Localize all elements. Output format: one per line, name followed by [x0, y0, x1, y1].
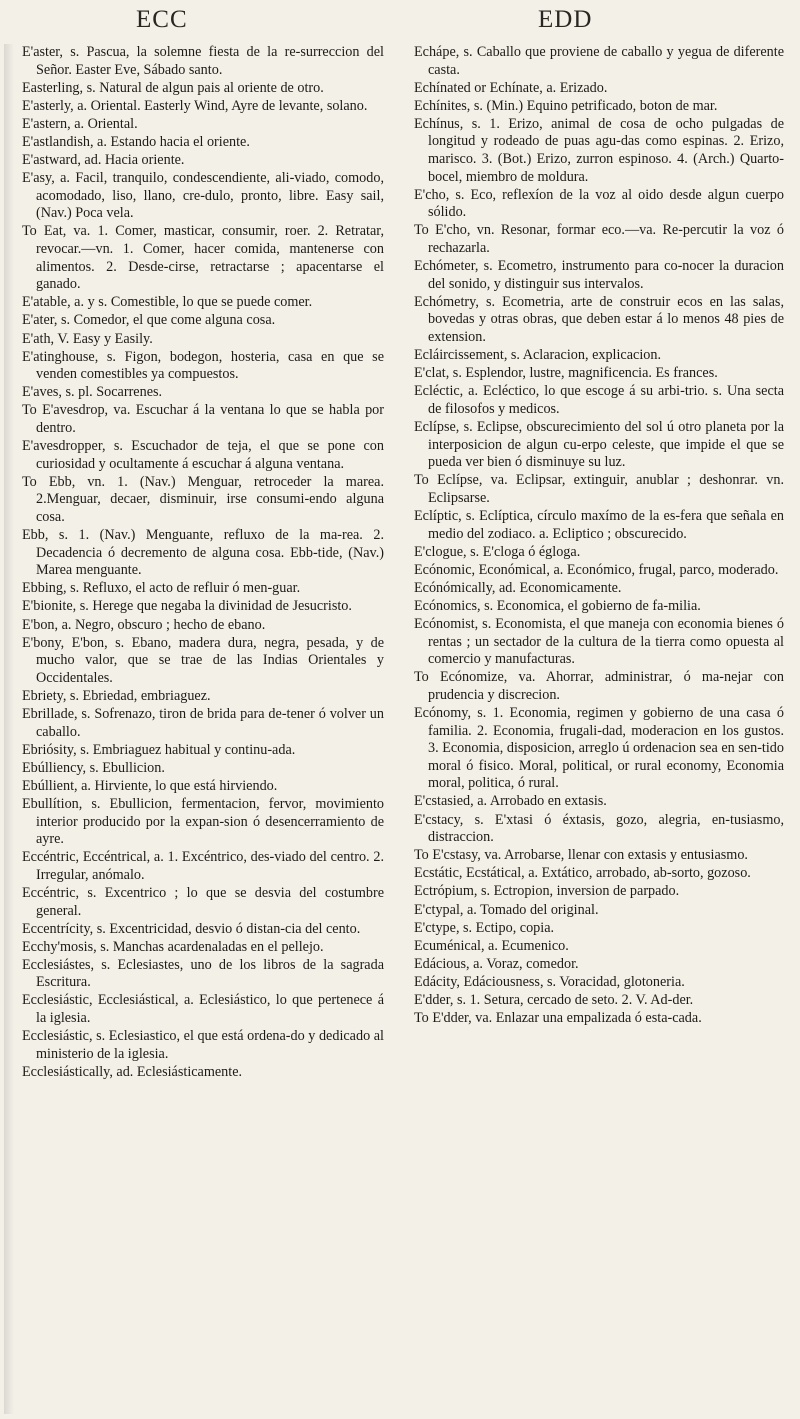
left-column [22, 44, 384, 1082]
dictionary-entry: Ebriety, s. Ebriedad, embriaguez. [22, 687, 211, 704]
dictionary-entry: Edácity, Edáciousness, s. Voracidad, glotoneria. [414, 973, 685, 990]
dictionary-entry: E'ctypal, a. Tomado del original. [414, 901, 599, 918]
dictionary-entry: E'bionite, s. Herege que negaba la divinidad de Jesucristo. [22, 598, 352, 615]
dictionary-entry: Echápe, s. Caballo que proviene de caballo y yegua de diferente casta. [414, 44, 784, 78]
dictionary-entry: E'ath, V. Easy y Easily. [22, 330, 153, 347]
right-column [414, 44, 784, 1028]
dictionary-entry: Ecláircissement, s. Aclaracion, explicacion. [414, 347, 661, 364]
dictionary-entry: Ecstátic, Ecstátical, a. Extático, arrobado, ab-sorto, gozoso. [414, 865, 751, 882]
dictionary-entry: Ecuménical, a. Ecumenico. [414, 937, 569, 954]
dictionary-entry: E'dder, s. 1. Setura, cercado de seto. 2. V. Ad-der. [414, 991, 694, 1008]
dictionary-entry: To E'avesdrop, va. Escuchar á la ventana lo que se habla por dentro. [22, 402, 384, 436]
dictionary-entry: Ebúlliency, s. Ebullicion. [22, 759, 165, 776]
dictionary-entry: E'cho, s. Eco, reflexíon de la voz al oido desde algun cuerpo sólido. [414, 186, 784, 221]
dictionary-entry: Ecónomy, s. 1. Economia, regimen y gobierno de una casa ó familia. 2. Economia, frugali-dad, moderacion en los gustos. 3. Economia, disposicion, arreglo ú ordenacion sea en sen-tido moral ó fisico. Moral, political, or rural economy, Economia moral, politica, ó rural. [414, 704, 784, 792]
dictionary-entry: Easterling, s. Natural de algun pais al oriente de otro. [22, 79, 324, 96]
dictionary-entry: Ecónomics, s. Economica, el gobierno de fa-milia. [414, 597, 701, 614]
dictionary-entry: E'bony, E'bon, s. Ebano, madera dura, negra, pesada, y de mucho valor, que se trae de las Indias Orientales y Occidentales. [22, 634, 384, 686]
dictionary-entry: To Eclípse, va. Eclipsar, extinguir, anublar ; deshonrar. vn. Eclipsarse. [414, 472, 784, 506]
dictionary-entry: Ebullítion, s. Ebullicion, fermentacion, fervor, movimiento interior producido por la expan-sion ó desencerramiento de ayre. [22, 795, 384, 848]
dictionary-entry: E'clat, s. Esplendor, lustre, magnificencia. Es frances. [414, 365, 718, 382]
dictionary-entry: Echínus, s. 1. Erizo, animal de cosa de ocho pulgadas de longitud y rodeado de puas agu-das como espinas. 2. Erizo, marisco. 3. (Bot.) Erizo, zurron espinoso. 4. (Arch.) Quarto-bocel, miembro de moldura. [414, 115, 784, 185]
dictionary-entry: Ecónomist, s. Economista, el que maneja con economia bienes ó rentas ; un sectador de la cultura de la tierra como opuesta al comercio y manufacturas. [414, 616, 784, 668]
dictionary-entry: E'avesdropper, s. Escuchador de teja, el que se pone con curiosidad y ocultamente á escuchar á alguna ventana. [22, 438, 384, 472]
dictionary-entry: Ectrópium, s. Ectropion, inversion de parpado. [414, 883, 680, 900]
dictionary-entry: Ebbing, s. Refluxo, el acto de refluir ó men-guar. [22, 580, 301, 597]
dictionary-entry: Echómetry, s. Ecometria, arte de construir ecos en las salas, bovedas y otras obras, que deben estar á lo menos 48 pies de extension. [414, 293, 784, 345]
binding-shadow [4, 44, 14, 1414]
dictionary-entry: Ebriósity, s. Embriaguez habitual y continu-ada. [22, 741, 296, 758]
dictionary-entry: E'ater, s. Comedor, el que come alguna cosa. [22, 312, 276, 329]
dictionary-entry: E'ctype, s. Ectipo, copia. [414, 919, 555, 936]
dictionary-entry: Eccentrícity, s. Excentricidad, desvio ó distan-cia del cento. [22, 920, 361, 937]
dictionary-entry: To E'cho, vn. Resonar, formar eco.—va. Re-percutir la voz ó rechazarla. [414, 222, 784, 257]
dictionary-entry: Edácious, a. Voraz, comedor. [414, 955, 579, 972]
dictionary-entry: E'astward, ad. Hacia oriente. [22, 152, 185, 169]
dictionary-entry: To Ecónomize, va. Ahorrar, administrar, ó ma-nejar con prudencia y discrecion. [414, 669, 784, 703]
dictionary-entry: To Ebb, vn. 1. (Nav.) Menguar, retroceder la marea. 2.Menguar, decaer, disminuir, irse consumi-endo alguna cosa. [22, 473, 384, 525]
dictionary-entry: E'clogue, s. E'cloga ó égloga. [414, 543, 581, 560]
dictionary-entry: Ebúllient, a. Hirviente, lo que está hirviendo. [22, 777, 278, 794]
page-header [0, 0, 800, 44]
dictionary-entry: To E'dder, va. Enlazar una empalizada ó esta-cada. [414, 1010, 702, 1027]
dictionary-entry: E'asterly, a. Oriental. Easterly Wind, Ayre de levante, solano. [22, 97, 368, 114]
dictionary-entry: E'astlandish, a. Estando hacia el oriente. [22, 133, 250, 150]
header-right-guide-word: EDD [538, 6, 593, 33]
dictionary-entry: Ecchy'mosis, s. Manchas acardenaladas en el pellejo. [22, 938, 324, 955]
dictionary-entry: Ecónomic, Económical, a. Económico, frugal, parco, moderado. [414, 561, 779, 578]
dictionary-entry: Echínites, s. (Min.) Equino petrificado, boton de mar. [414, 97, 718, 114]
dictionary-entry: Eclípse, s. Eclipse, obscurecimiento del sol ú otro planeta por la interposicion de algun cu-erpo celeste, que impide el que se pueda ver bien ó disminuye su luz. [414, 418, 784, 471]
dictionary-entry: Eccéntric, Eccéntrical, a. 1. Excéntrico, des-viado del centro. 2. Irregular, anómalo. [22, 849, 384, 883]
dictionary-entry: Ecclesiástic, s. Eclesiastico, el que está ordena-do y dedicado al ministerio de la iglesia. [22, 1028, 384, 1062]
dictionary-entry: E'cstasied, a. Arrobado en extasis. [414, 793, 607, 810]
dictionary-entry: Eclíptic, s. Eclíptica, círculo maxímo de la es-fera que señala en medio del zodiaco. a. Ecliptico ; obscurecido. [414, 507, 784, 542]
dictionary-entry: Ecclesiástes, s. Eclesiastes, uno de los libros de la sagrada Escritura. [22, 956, 384, 991]
dictionary-entry: E'bon, a. Negro, obscuro ; hecho de ebano. [22, 616, 266, 633]
dictionary-entry: E'aster, s. Pascua, la solemne fiesta de la re-surreccion del Señor. Easter Eve, Sábado santo. [22, 44, 384, 78]
dictionary-entry: Ecléctic, a. Ecléctico, lo que escoge á su arbi-trio. s. Una secta de filosofos y medicos. [414, 383, 784, 417]
dictionary-entry: E'aves, s. pl. Socarrenes. [22, 384, 163, 401]
dictionary-entry: E'atinghouse, s. Figon, bodegon, hosteria, casa en que se venden comestibles ya compuestos. [22, 348, 384, 383]
dictionary-entry: E'astern, a. Oriental. [22, 115, 138, 132]
dictionary-entry: Eccéntric, s. Excentrico ; lo que se desvia del costumbre general. [22, 884, 384, 919]
dictionary-entry: To E'cstasy, va. Arrobarse, llenar con extasis y entusiasmo. [414, 847, 748, 864]
dictionary-entry: Ecclesiástic, Ecclesiástical, a. Eclesiástico, lo que pertenece á la iglesia. [22, 992, 384, 1027]
header-left-guide-word: ECC [136, 6, 188, 33]
dictionary-entry: Ebrillade, s. Sofrenazo, tiron de brida para de-tener ó volver un caballo. [22, 705, 384, 740]
dictionary-entry: Ebb, s. 1. (Nav.) Menguante, refluxo de la ma-rea. 2. Decadencia ó decremento de alguna cosa. Ebb-tide, (Nav.) Marea menguante. [22, 527, 384, 579]
dictionary-entry: Echómeter, s. Ecometro, instrumento para co-nocer la duracion del sonido, y distinguir sus intervalos. [414, 258, 784, 292]
dictionary-entry: E'asy, a. Facil, tranquilo, condescendiente, ali-viado, comodo, acomodado, liso, llano, cre-dulo, pronto, libre. Easy sail, (Nav.) Poca vela. [22, 170, 384, 222]
dictionary-entry: To Eat, va. 1. Comer, masticar, consumir, roer. 2. Retratar, revocar.—vn. 1. Comer, hacer comida, mantenerse con alimentos. 2. Desde-cirse, retractarse ; apacentarse el ganado. [22, 223, 384, 293]
dictionary-entry: Ecclesiástically, ad. Eclesiásticamente. [22, 1063, 243, 1080]
dictionary-entry: Echínated or Echínate, a. Erizado. [414, 79, 608, 96]
dictionary-entry: E'atable, a. y s. Comestible, lo que se puede comer. [22, 294, 313, 311]
dictionary-entry: Ecónómically, ad. Economicamente. [414, 579, 622, 596]
dictionary-entry: E'cstacy, s. E'xtasi ó éxtasis, gozo, alegria, en-tusiasmo, distraccion. [414, 811, 784, 846]
